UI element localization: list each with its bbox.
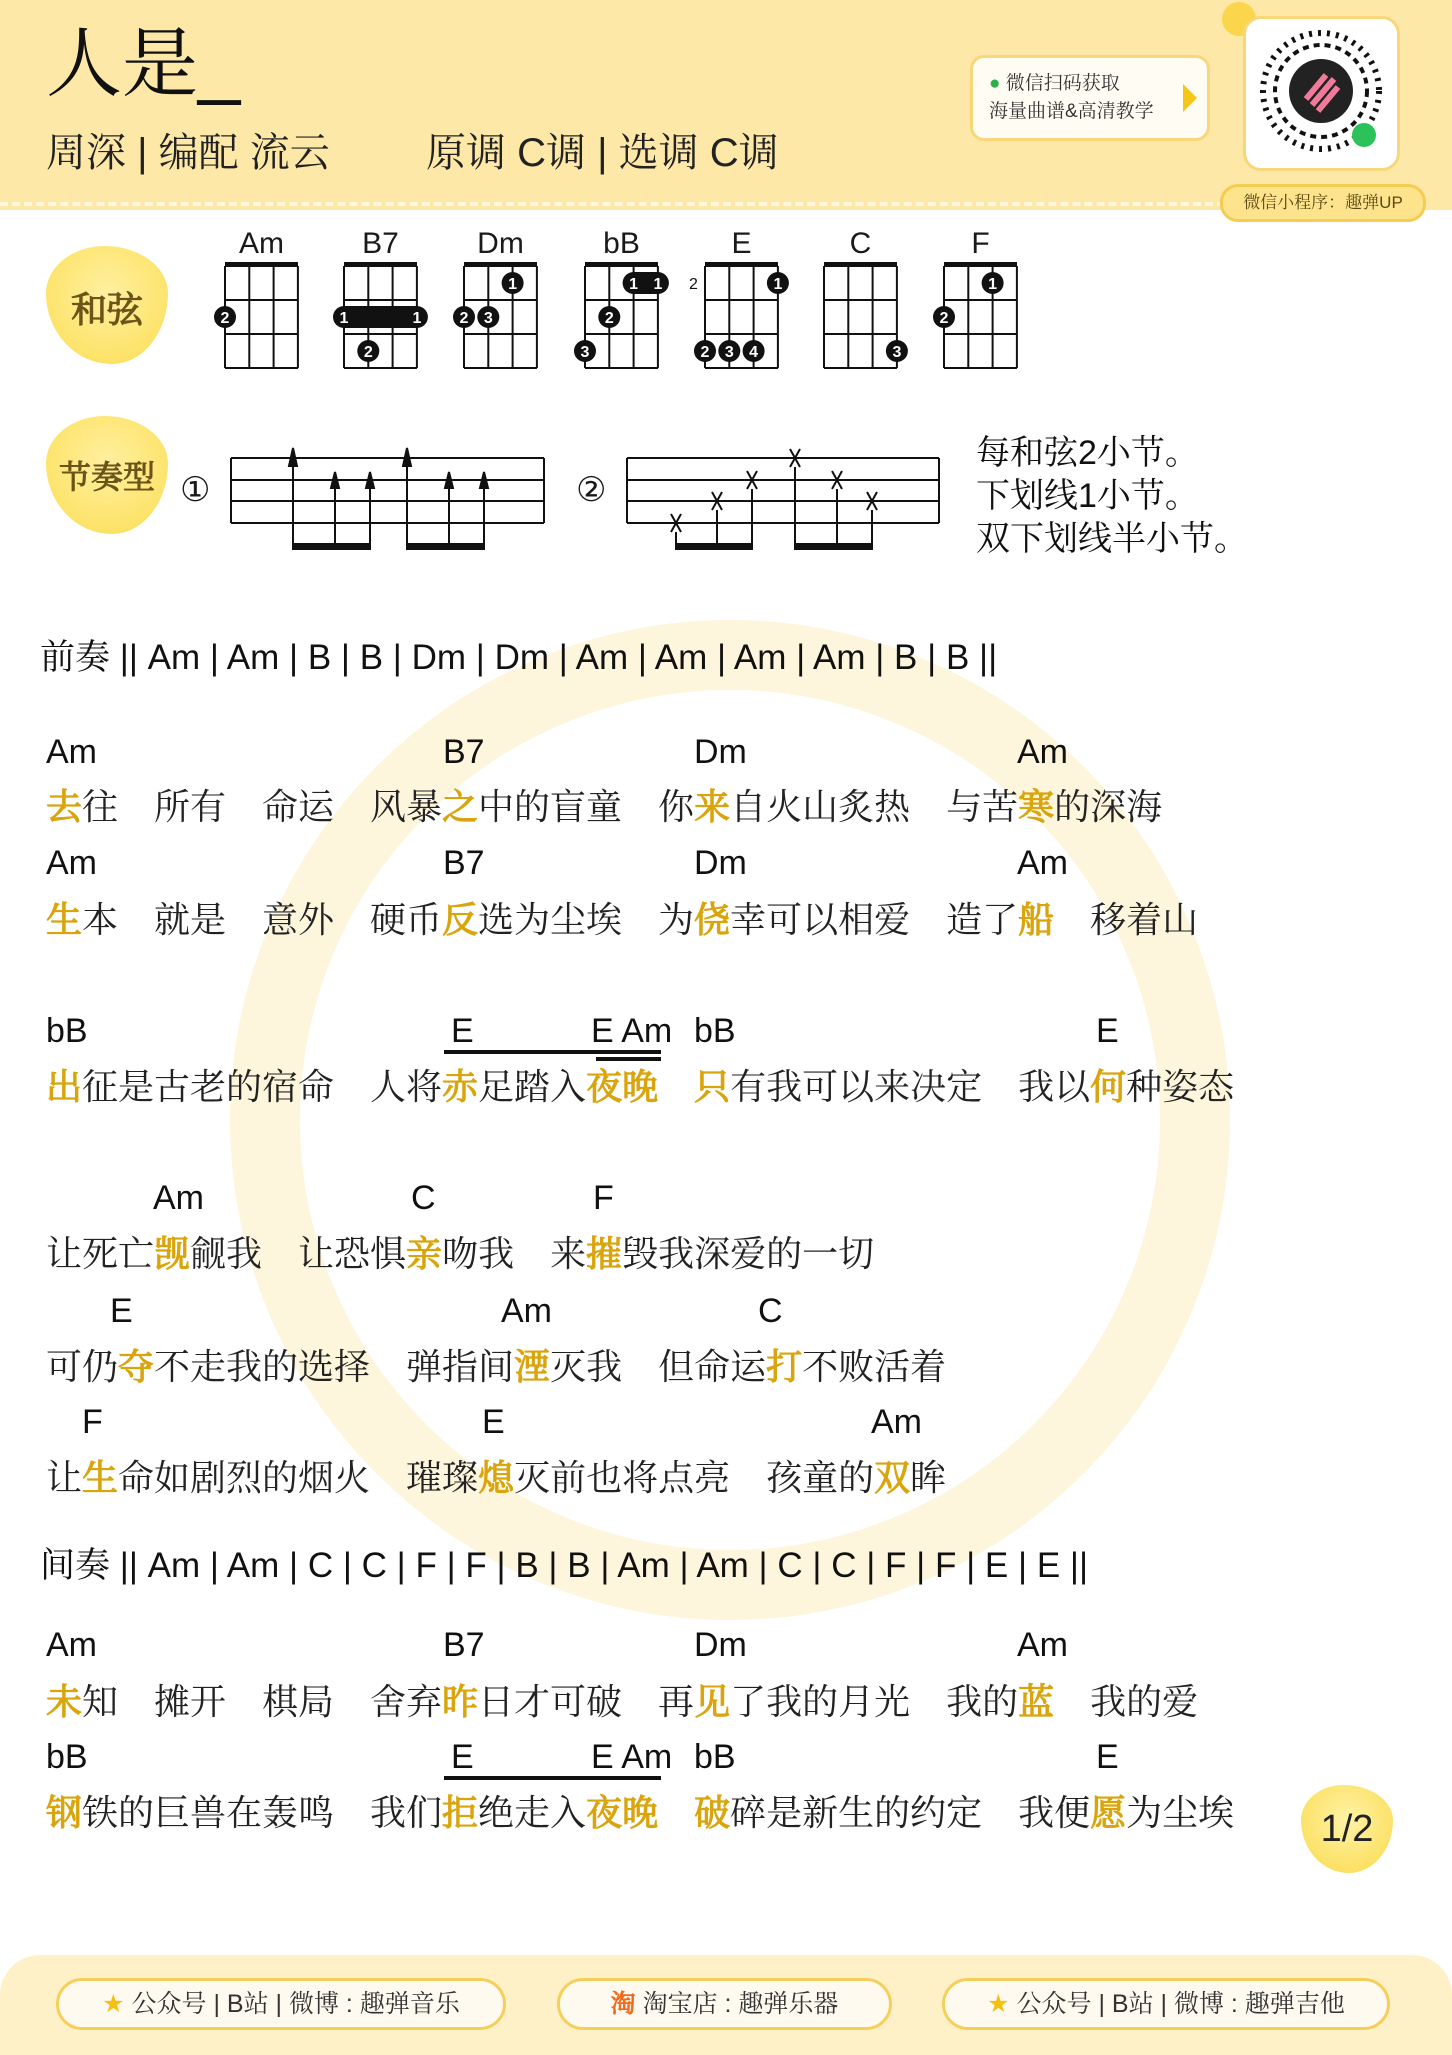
- lyric-text: 种姿态: [1126, 1066, 1235, 1107]
- barline: ||: [1060, 1546, 1089, 1585]
- progression-chord: Am: [575, 638, 629, 677]
- progression-chord: Am: [147, 1546, 201, 1585]
- finger-number: 2: [459, 310, 469, 327]
- chord-name: E: [731, 227, 752, 260]
- lyric-accent: 出: [46, 1066, 83, 1107]
- barline: ||: [110, 1546, 148, 1585]
- finger-number: 1: [508, 276, 518, 293]
- lyric-accent: 来: [694, 786, 731, 827]
- chord-symbol: B7: [443, 1626, 485, 1664]
- lyric-text: 征是古老的宿命 人将: [82, 1066, 443, 1107]
- rhythm-1-strokes: [289, 448, 488, 549]
- lyric-text: 我的爱: [1054, 1681, 1199, 1722]
- measure-underline: [444, 1776, 661, 1780]
- barline: |: [917, 638, 946, 677]
- barline: |: [279, 638, 308, 677]
- lyric-text: 幸可以相爱 造了: [730, 899, 1019, 940]
- rhythm-badge: 节奏型: [46, 416, 168, 534]
- chord-symbol: C: [411, 1179, 436, 1217]
- lyric-accent: 摧: [586, 1233, 623, 1274]
- finger-number: 3: [580, 344, 590, 361]
- finger-number: 1: [773, 276, 783, 293]
- lyric-text: 日才可破 再: [478, 1681, 695, 1722]
- chord-symbol: E Am: [591, 1738, 673, 1776]
- chord-symbol: bB: [694, 1738, 736, 1776]
- finger-number: 1: [629, 276, 639, 293]
- chord-symbol: E: [1096, 1012, 1119, 1050]
- finger-number: 2: [363, 344, 373, 361]
- chord-name: bB: [603, 227, 640, 260]
- barline: |: [956, 1546, 985, 1585]
- lyric-text: 让: [46, 1457, 83, 1498]
- footer-left-text: 公众号 | B站 | 微博 : 趣弹音乐: [131, 1990, 460, 2018]
- finger-number: 2: [604, 310, 614, 327]
- finger-number: 1: [339, 310, 349, 327]
- lyric-text: 绝走入: [478, 1792, 587, 1833]
- chord-symbol: Am: [501, 1292, 552, 1330]
- barline: |: [200, 638, 227, 677]
- progression-chord: F: [415, 1546, 437, 1585]
- lyric-text: 往 所有 命运 风暴: [82, 786, 443, 827]
- lyric-accent: 夜晚: [586, 1792, 659, 1833]
- lyric-line: [46, 1344, 946, 1390]
- finger-number: 2: [700, 344, 710, 361]
- chord-symbol: Am: [153, 1179, 204, 1217]
- progression-chord: Am: [696, 1546, 749, 1585]
- lyric-line: [46, 1064, 1234, 1110]
- chord-symbol: E Am: [591, 1012, 673, 1050]
- barline: |: [865, 638, 895, 677]
- rhythm-note-1: 每和弦2小节。: [976, 434, 1199, 472]
- lyric-text: 灭我 但命运: [550, 1346, 767, 1387]
- lyric-accent: 侥: [694, 899, 731, 940]
- chord-symbol: C: [758, 1292, 783, 1330]
- lyric-accent: 打: [766, 1346, 803, 1387]
- lyric-accent: 反: [442, 899, 479, 940]
- chords-badge: 和弦: [46, 246, 168, 364]
- interlude-progression: [40, 1544, 1088, 1588]
- finger-number: 2: [939, 310, 949, 327]
- lyric-accent: 钢: [46, 1792, 83, 1833]
- lyric-text: [658, 1792, 694, 1833]
- progression-chord: Am: [226, 1546, 280, 1585]
- key-info: 原调 C调 | 选调 C调: [426, 131, 779, 175]
- lyric-text: 选为尘埃 为: [478, 899, 695, 940]
- chord-symbol: Am: [46, 1626, 97, 1664]
- lyric-text: 碎是新生的约定 我便: [730, 1792, 1091, 1833]
- progression-chord: C: [361, 1546, 387, 1585]
- half-measure-underline: [596, 1057, 661, 1061]
- rhythm-1-staff: [231, 458, 544, 523]
- lyric-text: 为尘埃: [1126, 1792, 1235, 1833]
- rhythm-2-number: ②: [576, 471, 607, 509]
- rhythm-note-3: 双下划线半小节。: [976, 520, 1248, 558]
- lyric-accent: 蓝: [1018, 1681, 1055, 1722]
- progression-chord: B: [307, 638, 332, 677]
- finger-number: 3: [483, 310, 493, 327]
- artist-arranger: 周深 | 编配 流云: [46, 131, 330, 175]
- barline: |: [856, 1546, 886, 1585]
- lyric-text: 的深海: [1054, 786, 1163, 827]
- qr-code-icon: [1246, 19, 1397, 168]
- lyric-accent: 湮: [514, 1346, 551, 1387]
- lyric-text: 命如剧烈的烟火 璀璨: [118, 1457, 479, 1498]
- footer-link-music[interactable]: [56, 1978, 506, 2030]
- lyric-line: [46, 784, 1162, 830]
- lyric-accent: 昨: [442, 1681, 479, 1722]
- lyric-accent: 生: [46, 899, 83, 940]
- lyric-line: [46, 1231, 874, 1277]
- barline: |: [1008, 1546, 1037, 1585]
- chord-symbol: Am: [46, 733, 97, 771]
- rhythm-2-strokes: [671, 449, 877, 549]
- lyric-text: 可仍: [46, 1346, 119, 1387]
- rhythm-1-number: ①: [180, 471, 211, 509]
- chord-symbol: E: [451, 1738, 474, 1776]
- chord-symbol: bB: [46, 1012, 88, 1050]
- progression-chord: F: [465, 1546, 487, 1585]
- lyric-line: [46, 1790, 1234, 1836]
- lyric-accent: 船: [1018, 899, 1055, 940]
- chord-symbol: F: [82, 1403, 103, 1441]
- chord-symbol: B7: [443, 733, 485, 771]
- lyric-line: [46, 897, 1198, 943]
- barline: |: [436, 1546, 466, 1585]
- barline: ||: [110, 638, 148, 677]
- finger-number: 3: [724, 344, 734, 361]
- chord-symbol: Am: [871, 1403, 922, 1441]
- progression-chord: Am: [812, 638, 866, 677]
- lyric-text: 不败活着: [802, 1346, 947, 1387]
- barline: |: [628, 638, 655, 677]
- lyric-accent: 未: [46, 1681, 83, 1722]
- progression-chord: B: [945, 638, 970, 677]
- chord-symbol: E: [1096, 1738, 1119, 1776]
- lyric-accent: 寒: [1018, 786, 1055, 827]
- barline: |: [590, 1546, 618, 1585]
- arrow-right-icon: [1183, 84, 1197, 112]
- finger-number: 1: [412, 310, 422, 327]
- taobao-icon: 淘: [610, 1990, 636, 2018]
- progression-chord: Am: [733, 638, 787, 677]
- barline: |: [486, 1546, 516, 1585]
- lyric-accent: 夺: [118, 1346, 155, 1387]
- progression-chord: Am: [654, 638, 708, 677]
- start-fret: 2: [689, 276, 698, 293]
- qr-code[interactable]: [1243, 16, 1400, 171]
- chord-name: Am: [239, 227, 284, 260]
- star-icon: ★: [102, 1990, 125, 2018]
- chord-symbol: B7: [443, 844, 485, 882]
- promo-line2: 海量曲谱&高清教学: [989, 101, 1154, 122]
- progression-label: 间奏: [40, 1546, 111, 1585]
- lyric-text: 了我的月光 我的: [730, 1681, 1019, 1722]
- lyric-text: 觎我 让恐惧: [190, 1233, 407, 1274]
- chord-symbol: F: [593, 1179, 614, 1217]
- progression-chord: C: [831, 1546, 857, 1585]
- chord-name: Dm: [477, 227, 524, 260]
- progression-chord: B: [894, 638, 918, 677]
- progression-chord: Dm: [494, 638, 550, 677]
- barline: |: [331, 638, 360, 677]
- barline: |: [669, 1546, 697, 1585]
- finger-number: 3: [892, 344, 902, 361]
- barline: |: [386, 1546, 416, 1585]
- chord-symbol: E: [482, 1403, 505, 1441]
- measure-underline: [444, 1050, 661, 1054]
- lyric-text: 自火山炙热 与苦: [730, 786, 1019, 827]
- barline: |: [279, 1546, 308, 1585]
- lyric-accent: 双: [874, 1457, 911, 1498]
- footer-middle-text: 淘宝店 : 趣弹乐器: [642, 1990, 839, 2018]
- mini-program-label: 微信小程序：趣弹UP: [1220, 184, 1426, 222]
- lyric-text: 吻我 来: [442, 1233, 587, 1274]
- lyric-accent: 愿: [1090, 1792, 1127, 1833]
- lyric-text: 中的盲童 你: [478, 786, 695, 827]
- progression-chord: B: [515, 1546, 539, 1585]
- barline: |: [333, 1546, 362, 1585]
- progression-chord: C: [777, 1546, 803, 1585]
- rhythm-patterns: [0, 0, 1000, 600]
- lyric-text: 铁的巨兽在轰鸣 我们: [82, 1792, 443, 1833]
- lyric-accent: 觊: [154, 1233, 191, 1274]
- barline: ||: [969, 638, 998, 677]
- chord-symbol: Dm: [694, 733, 747, 771]
- chord-name: B7: [362, 227, 399, 260]
- lyric-text: 不走我的选择 弹指间: [154, 1346, 515, 1387]
- progression-chord: C: [307, 1546, 334, 1585]
- lyric-accent: 夜晚: [586, 1066, 659, 1107]
- progression-chord: Am: [617, 1546, 670, 1585]
- footer-right-text: 公众号 | B站 | 微博 : 趣弹吉他: [1016, 1990, 1345, 2018]
- lyric-text: 让死亡: [46, 1233, 155, 1274]
- progression-chord: Dm: [411, 638, 467, 677]
- lyric-text: 有我可以来决定 我以: [730, 1066, 1091, 1107]
- lyric-accent: 拒: [442, 1792, 479, 1833]
- barline: |: [906, 1546, 935, 1585]
- chord-name: F: [971, 227, 990, 260]
- chord-symbol: Am: [46, 844, 97, 882]
- progression-chord: Am: [226, 638, 280, 677]
- lyric-text: 足踏入: [478, 1066, 587, 1107]
- barline: |: [549, 638, 576, 677]
- lyric-accent: 见: [694, 1681, 731, 1722]
- barline: |: [466, 638, 495, 677]
- rhythm-2-staff: [627, 458, 939, 523]
- rhythm-note-2: 下划线1小节。: [976, 477, 1199, 515]
- lyric-text: 移着山: [1054, 899, 1199, 940]
- chord-symbol: bB: [46, 1738, 88, 1776]
- lyric-accent: 之: [442, 786, 479, 827]
- chord-symbol: bB: [694, 1012, 736, 1050]
- progression-chord: B: [567, 1546, 591, 1585]
- song-title: 人是_: [46, 22, 241, 107]
- lyric-accent: 赤: [442, 1066, 479, 1107]
- finger-number: 1: [988, 276, 998, 293]
- chord-symbol: Am: [1017, 733, 1068, 771]
- lyric-text: 灭前也将点亮 孩童的: [514, 1457, 875, 1498]
- intro-progression: [40, 636, 997, 680]
- progression-chord: F: [934, 1546, 957, 1585]
- chord-symbol: Am: [1017, 1626, 1068, 1664]
- footer-link-guitar[interactable]: [942, 1978, 1390, 2030]
- wechat-promo[interactable]: [970, 55, 1210, 141]
- lyric-text: 知 摊开 棋局 舍弃: [82, 1681, 443, 1722]
- lyric-text: 眸: [910, 1457, 947, 1498]
- chord-symbol: Dm: [694, 1626, 747, 1664]
- lyric-text: [658, 1066, 694, 1107]
- barline: |: [786, 638, 813, 677]
- page-indicator: 1/2: [1301, 1785, 1393, 1873]
- barline: |: [383, 638, 412, 677]
- chord-symbol: Am: [1017, 844, 1068, 882]
- chord-name: C: [849, 227, 872, 260]
- lyric-line: [46, 1679, 1198, 1725]
- wechat-icon: ●: [989, 73, 1001, 94]
- lyric-line: [46, 1455, 946, 1501]
- chord-symbol: E: [110, 1292, 133, 1330]
- lyric-text: 本 就是 意外 硬币: [82, 899, 443, 940]
- lyric-accent: 生: [82, 1457, 119, 1498]
- progression-chord: F: [885, 1546, 907, 1585]
- barline: |: [802, 1546, 832, 1585]
- lyric-accent: 熄: [478, 1457, 515, 1498]
- progression-chord: E: [984, 1546, 1009, 1585]
- barline: |: [538, 1546, 568, 1585]
- chord-symbol: Dm: [694, 844, 747, 882]
- lyric-accent: 亲: [406, 1233, 443, 1274]
- finger-number: 1: [653, 276, 663, 293]
- barline: |: [748, 1546, 778, 1585]
- progression-label: 前奏: [40, 638, 111, 677]
- lyric-text: 毁我深爱的一切: [622, 1233, 875, 1274]
- barline: |: [200, 1546, 227, 1585]
- star-icon: ★: [987, 1990, 1010, 2018]
- lyric-accent: 去: [46, 786, 83, 827]
- lyric-accent: 何: [1090, 1066, 1127, 1107]
- progression-chord: B: [359, 638, 384, 677]
- progression-chord: Am: [147, 638, 201, 677]
- chord-symbol: E: [451, 1012, 474, 1050]
- lyric-accent: 破: [694, 1792, 731, 1833]
- lyric-accent: 只: [694, 1066, 731, 1107]
- finger-number: 4: [749, 344, 759, 361]
- progression-chord: E: [1036, 1546, 1061, 1585]
- promo-line1: 微信扫码获取: [1005, 73, 1120, 94]
- footer-link-taobao[interactable]: [557, 1978, 892, 2030]
- finger-number: 2: [220, 310, 230, 327]
- barline: |: [707, 638, 734, 677]
